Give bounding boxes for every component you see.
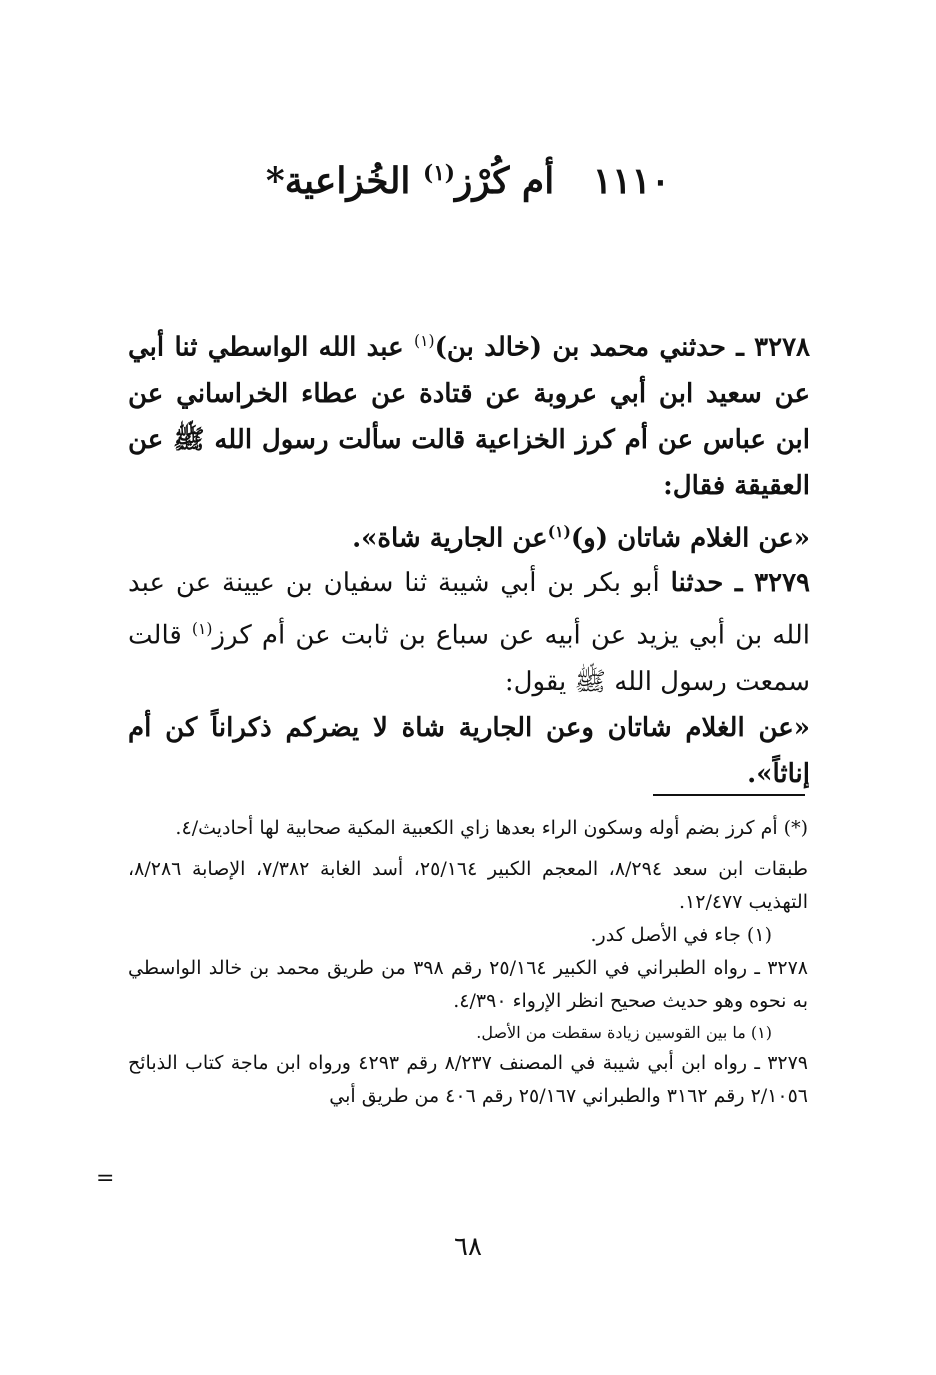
hadith-3279-intro: ٣٢٧٩ ـ حدثنا <box>670 568 810 598</box>
chapter-title <box>0 160 936 202</box>
hadith-3278-matn-b: عن الجارية شاة». <box>352 523 548 554</box>
page-number: ٦٨ <box>454 1232 482 1262</box>
hadith-3279-matn: «عن الغلام شاتان وعن الجارية شاة لا يضركم ذكراناً كن أم إناثاً». <box>128 712 810 789</box>
note-star-a: (*) أم كرز بضم أوله وسكون الراء بعدها زاي الكعبية المكية صحابية لها أحاديث/٤. <box>175 817 808 839</box>
footnote-marker: (١) <box>191 620 213 638</box>
note-footnote-3278: (١) ما بين القوسين زيادة سقطت من الأصل. <box>476 1023 772 1042</box>
hadith-3278-isnad <box>128 318 810 509</box>
hadith-3278-matn-a: «عن الغلام شاتان (و) <box>570 523 810 554</box>
continuation-mark: = <box>96 1166 115 1191</box>
hadith-3278-text: عبد الله الواسطي ثنا أبي عن سعيد ابن أبي عروبة عن قتادة عن عطاء الخراساني عن ابن عباس عن أم كرز الخزاعية قالت سألت رسول الله ﷺ عن العقيقة فقال: <box>128 332 810 501</box>
hadith-3278-intro: ٣٢٧٨ ـ حدثني محمد بن (خالد بن) <box>434 332 810 363</box>
hadith-3278 <box>128 318 810 561</box>
footnote-separator <box>653 794 805 796</box>
hadith-3279-text-a: أبو بكر بن أبي شيبة ثنا سفيان بن عيينة عن عبد الله بن أبي يزيد عن أبيه عن سباع بن ثابت عن أم كرز <box>128 568 810 651</box>
hadith-3279 <box>128 560 810 797</box>
hadith-3279-isnad <box>128 560 810 705</box>
note-star-b: طبقات ابن سعد ٨/٢٩٤، المعجم الكبير ٢٥/١٦٤، أسد الغابة ٧/٣٨٢، الإصابة ٨/٢٨٦، التهذيب ١٢/٤٧٧. <box>128 858 808 913</box>
footnote-marker: (١) <box>422 161 456 186</box>
footnotes <box>128 812 808 1113</box>
footnote-marker: (١) <box>547 521 571 541</box>
chapter-name-suffix: الخُزاعية* <box>265 160 411 202</box>
chapter-name: أم كُرْز <box>455 160 555 202</box>
hadith-3278-matn <box>128 509 810 562</box>
hadith-3279-text-b: قالت سمعت رسول الله ﷺ يقول: <box>128 620 810 697</box>
footnote-marker: (١) <box>413 332 435 350</box>
chapter-number: ١١١٠ <box>592 160 671 202</box>
note-takhrij-3278: ٣٢٧٨ ـ رواه الطبراني في الكبير ٢٥/١٦٤ رقم ٣٩٨ من طريق محمد بن خالد الواسطي به نحوه وهو حديث صحيح انظر الإرواء ٤/٣٩٠. <box>128 957 809 1012</box>
note-title-footnote: (١) جاء في الأصل كدر. <box>590 924 772 946</box>
note-takhrij-3279: ٣٢٧٩ ـ رواه ابن أبي شيبة في المصنف ٨/٢٣٧ رقم ٤٢٩٣ ورواه ابن ماجة كتاب الذبائح ٢/١٠٥٦ رقم ٣١٦٢ والطبراني ٢٥/١٦٧ رقم ٤٠٦ من طريق أبي <box>128 1052 809 1107</box>
